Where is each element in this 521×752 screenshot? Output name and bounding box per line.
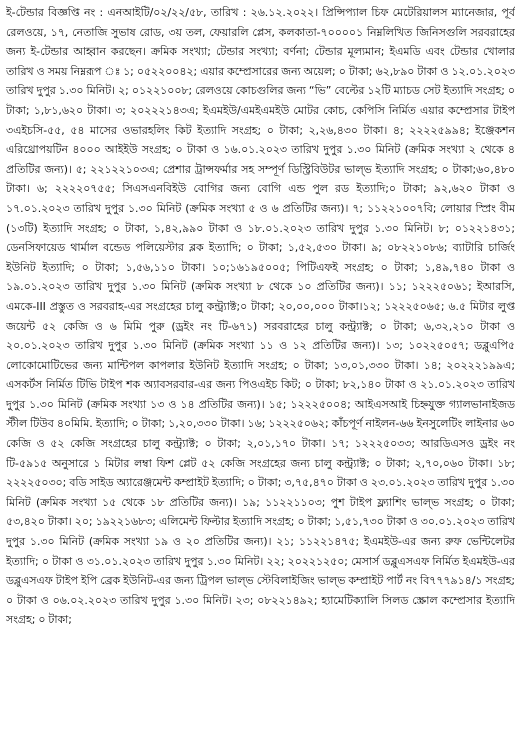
tender-notice-text: ই-টেন্ডার বিজ্ঞপ্তি নং : এনআইটি/০২/২২/৫৮, তারিখ : ২৬.১২.২০২২। প্রিন্সিপ্যাল চিফ মেটেরিয়ালস ম্যানেজার, পূর্ব রেলওয়ে, ১৭, নেতাজি সুভাষ রোড, ৩য় তল, ফেয়ারলি প্লেস, কলকাতা-৭০০০০১ নিম্নলিখিত জিনিসগুলি সরবরাহের জন্য ই-টেন্ডার আহ্বান করছেন। ক্রমিক সংখ্যা; টেন্ডার সংখ্যা; বর্ণনা; টেন্ডার মূল্যমান; ইএমডি এবং টেন্ডার খোলার তারিখ ও সময় নিম্নরূপ ঃ ১; ০৫২২০০৪২; এয়ার কম্প্রেসারের জন্য অয়েল; ০ টাকা; ৬২,৮৯০ টাকা ও ১২.০১.২০২৩ তারিখ দুপুর ১.৩০ মিনিট। ২; ০১২২১০০৮; রেলওয়ে কোচগুলির জন্য “ভি” বেল্টের ১২টি ম্যাচড সেট ইত্যাদি সংগ্রহ; ০ টাকা; ১,৮১,৬২০ টাকা। ৩; ২০২২২১৪৩এ; ইএমইউ/এমইএমইউ মোটর কোচ, কেপিসি নির্মিত এয়ার কম্প্রেসার টাইপ ৩এইচসি-৫৫, ৫৪ মাসের ওভারহলিং কিট ইত্যাদি সংগ্রহ; ০ টাকা; ২,২৬,৪৩০ টাকা। ৪; ২২২২৫৯৯৪; ইঞ্জেকশন এরিথ্রোপয়টিন ৪০০০ আইইউ সংগ্রহ; ০ টাকা ও ১৬.০১.২০২৩ তারিখ দুপুর ১.৩০ মিনিট (ক্রমিক সংখ্যা ২ থেকে ৪ প্রতিটির জন্য)। ৫; ২২১২২১০৩এ; প্রেশার ট্রান্সফর্মার সহ সম্পূর্ণ ডিস্ট্রিবিউটর ভাল্ভ ইত্যাদি সংগ্রহ; ০ টাকা;৬০,৪৮০ টাকা। ৬; ২২২২০৭৫৫; সিএসএনবিইউ বোগির জন্য বোগি এন্ড পুল রড ইত্যাদি;০ টাকা; ৯২,৬২০ টাকা ও ১৭.০১.২০২৩ তারিখ দুপুর ১.৩০ মিনিট (ক্রমিক সংখ্যা ৫ ও ৬ প্রতিটির জন্য)। ৭; ১১২২১০০৭বি; লোয়ার স্প্রিং বীম (১৩টি) ইত্যাদি সংগ্রহ; ০ টাকা, ১,৪২,৯৯০ টাকা ও ১৮.০১.২০২৩ তারিখ দুপুর ১.৩০ মিনিট। ৮; ০১২২১৪৩১; ডেনসিফায়েড থার্মাল বন্ডেড পলিয়েস্টার ব্লক ইত্যাদি; ০ টাকা; ১,৫২,৫৩০ টাকা। ৯; ০৮২২১০৮৬; ব্যাটারি চার্জিং ইউনিট ইত্যাদি; ০ টাকা; ১,৫৬,১১০ টাকা। ১০;১৬১৯৫০০৫; পিটিএফই সংগ্রহ; ০ টাকা; ১,৪৯,৭৪০ টাকা ও ১৯.০১.২০২৩ তারিখ দুপুর ১.৩০ মিনিট (ক্রমিক সংখ্যা ৮ থেকে ১০ প্রতিটির জন্য)। ১১; ১২২২৫০৬১; ইআরসি, এমকে-III প্রস্তুত ও সরবরাহ-এর সংগ্রহের চালু কন্ট্র্যাক্ট;০ টাকা; ২০,০০,০০০ টাকা।১২; ১২২২৫০৬৫; ৬.৫ মিটার লুপ্ত জয়েন্ট ৫২ কেজি ও ৬ মিমি পুরু (ড্রইং নং টি-৬৭১) সরবরাহের চালু কন্ট্র্যাক্ট; ০ টাকা; ৬,৩২,২১০ টাকা ও ২০.০১.২০২৩ তারিখ দুপুর ১.৩০ মিনিট (ক্রমিক সংখ্যা ১১ ও ১২ প্রতিটির জন্য)। ১৩; ১০২২৫০৫৭; ডব্লুএপি৫ লোকোমোটিভের জন্য মান্টিপল কাপলার ইউনিট ইত্যাদি সংগ্রহ; ০ টাকা; ১৩,০১,৩৩০ টাকা। ১৪; ২০২২২১৯৯এ; এসকর্টস নির্মিত টিভি টাইপ শক অ্যাবসরবার-এর জন্য পিওএইচ কিট; ০ টাকা; ৮২,১৪০ টাকা ও ২১.০১.২০২৩ তারিখ দুপুর ১.৩০ মিনিট (ক্রমিক সংখ্যা ১৩ ও ১৪ প্রতিটির জন্য)। ১৫; ১২২২৫০০৪; আইএসআই চিহ্নযুক্ত গ্যালভানাইজড স্টীল টিউব ৪০মিমি. ইত্যাদি; ০ টাকা; ১,২০,৩৩০ টাকা। ১৬; ১২২২৫০৬২; কাঁচপূর্ণ নাইলন-৬৬ ইনসুলেটিং লাইনার ৬০ কেজি ও ৫২ কেজি সংগ্রহের চালু কন্ট্র্যাক্ট; ০ টাকা; ২,০১,১৭০ টাকা। ১৭; ১২২২৫০৩৩; আরডিএসও ড্রইং নং টি-৫৯১৫ অনুসারে ১ মিটার লম্বা ফিশ প্লেট ৫২ কেজি সংগ্রহের জন্য চালু কন্ট্র্যাক্ট; ০ টাকা; ২,৭০,০৬০ টাকা। ১৮; ২২২২৫০৩০; বডি সাইড অ্যারেঞ্জমেন্ট কম্প্রাইট ইত্যাদি; ০ টাকা; ৩,৭৫,৪৭০ টাকা ও ২৩.০১.২০২৩ তারিখ দুপুর ১.৩০ মিনিট (ক্রমিক সংখ্যা ১৫ থেকে ১৮ প্রতিটির জন্য)। ১৯; ১১২২১১০৩; পুশ টাইপ ফ্ল্যাশিং ভাল্ভ সংগ্রহ; ০ টাকা; ৫৩,৪২০ টাকা। ২০; ১৯২২১৬৮৩; এলিমেন্ট ফিল্টার ইত্যাদি সংগ্রহ; ০ টাকা; ১,৫১,৭৩০ টাকা ও ৩০.০১.২০২৩ তারিখ দুপুর ১.৩০ মিনিট (ক্রমিক সংখ্যা ১৯ ও ২০ প্রতিটির জন্য)। ২১; ১১২২১৪৭৫; ইএমইউ-এর জন্য রুফ ভেন্টিলেটর ইত্যাদি; ০ টাকা ও ৩১.০১.২০২৩ তারিখ দুপুর ১.৩০ মিনিট। ২২; ২০২২১২৫০; মেসার্স ডব্লুএসএফ নির্মিত ইএমইউ-এর ডব্লুএসএফ টাইপ ইপি ব্রেক ইউনিট-এর জন্য ট্রিপল ভাল্ভ স্টেবিলাইজিং ভাল্ভ কম্প্রাইট পার্ট নং বি৭৭৭৯১৪/১ সংগ্রহ; ০ টাকা ও ০৬.০২.২০২৩ তারিখ দুপুর ১.৩০ মিনিট। ২৩; ০৮২২১৪৯২; হ্যামেটিক্যালি সিলড স্ক্রোল কম্প্রেসার ইত্যাদি সংগ্রহ; ০ টাকা; — [6, 6, 515, 627]
